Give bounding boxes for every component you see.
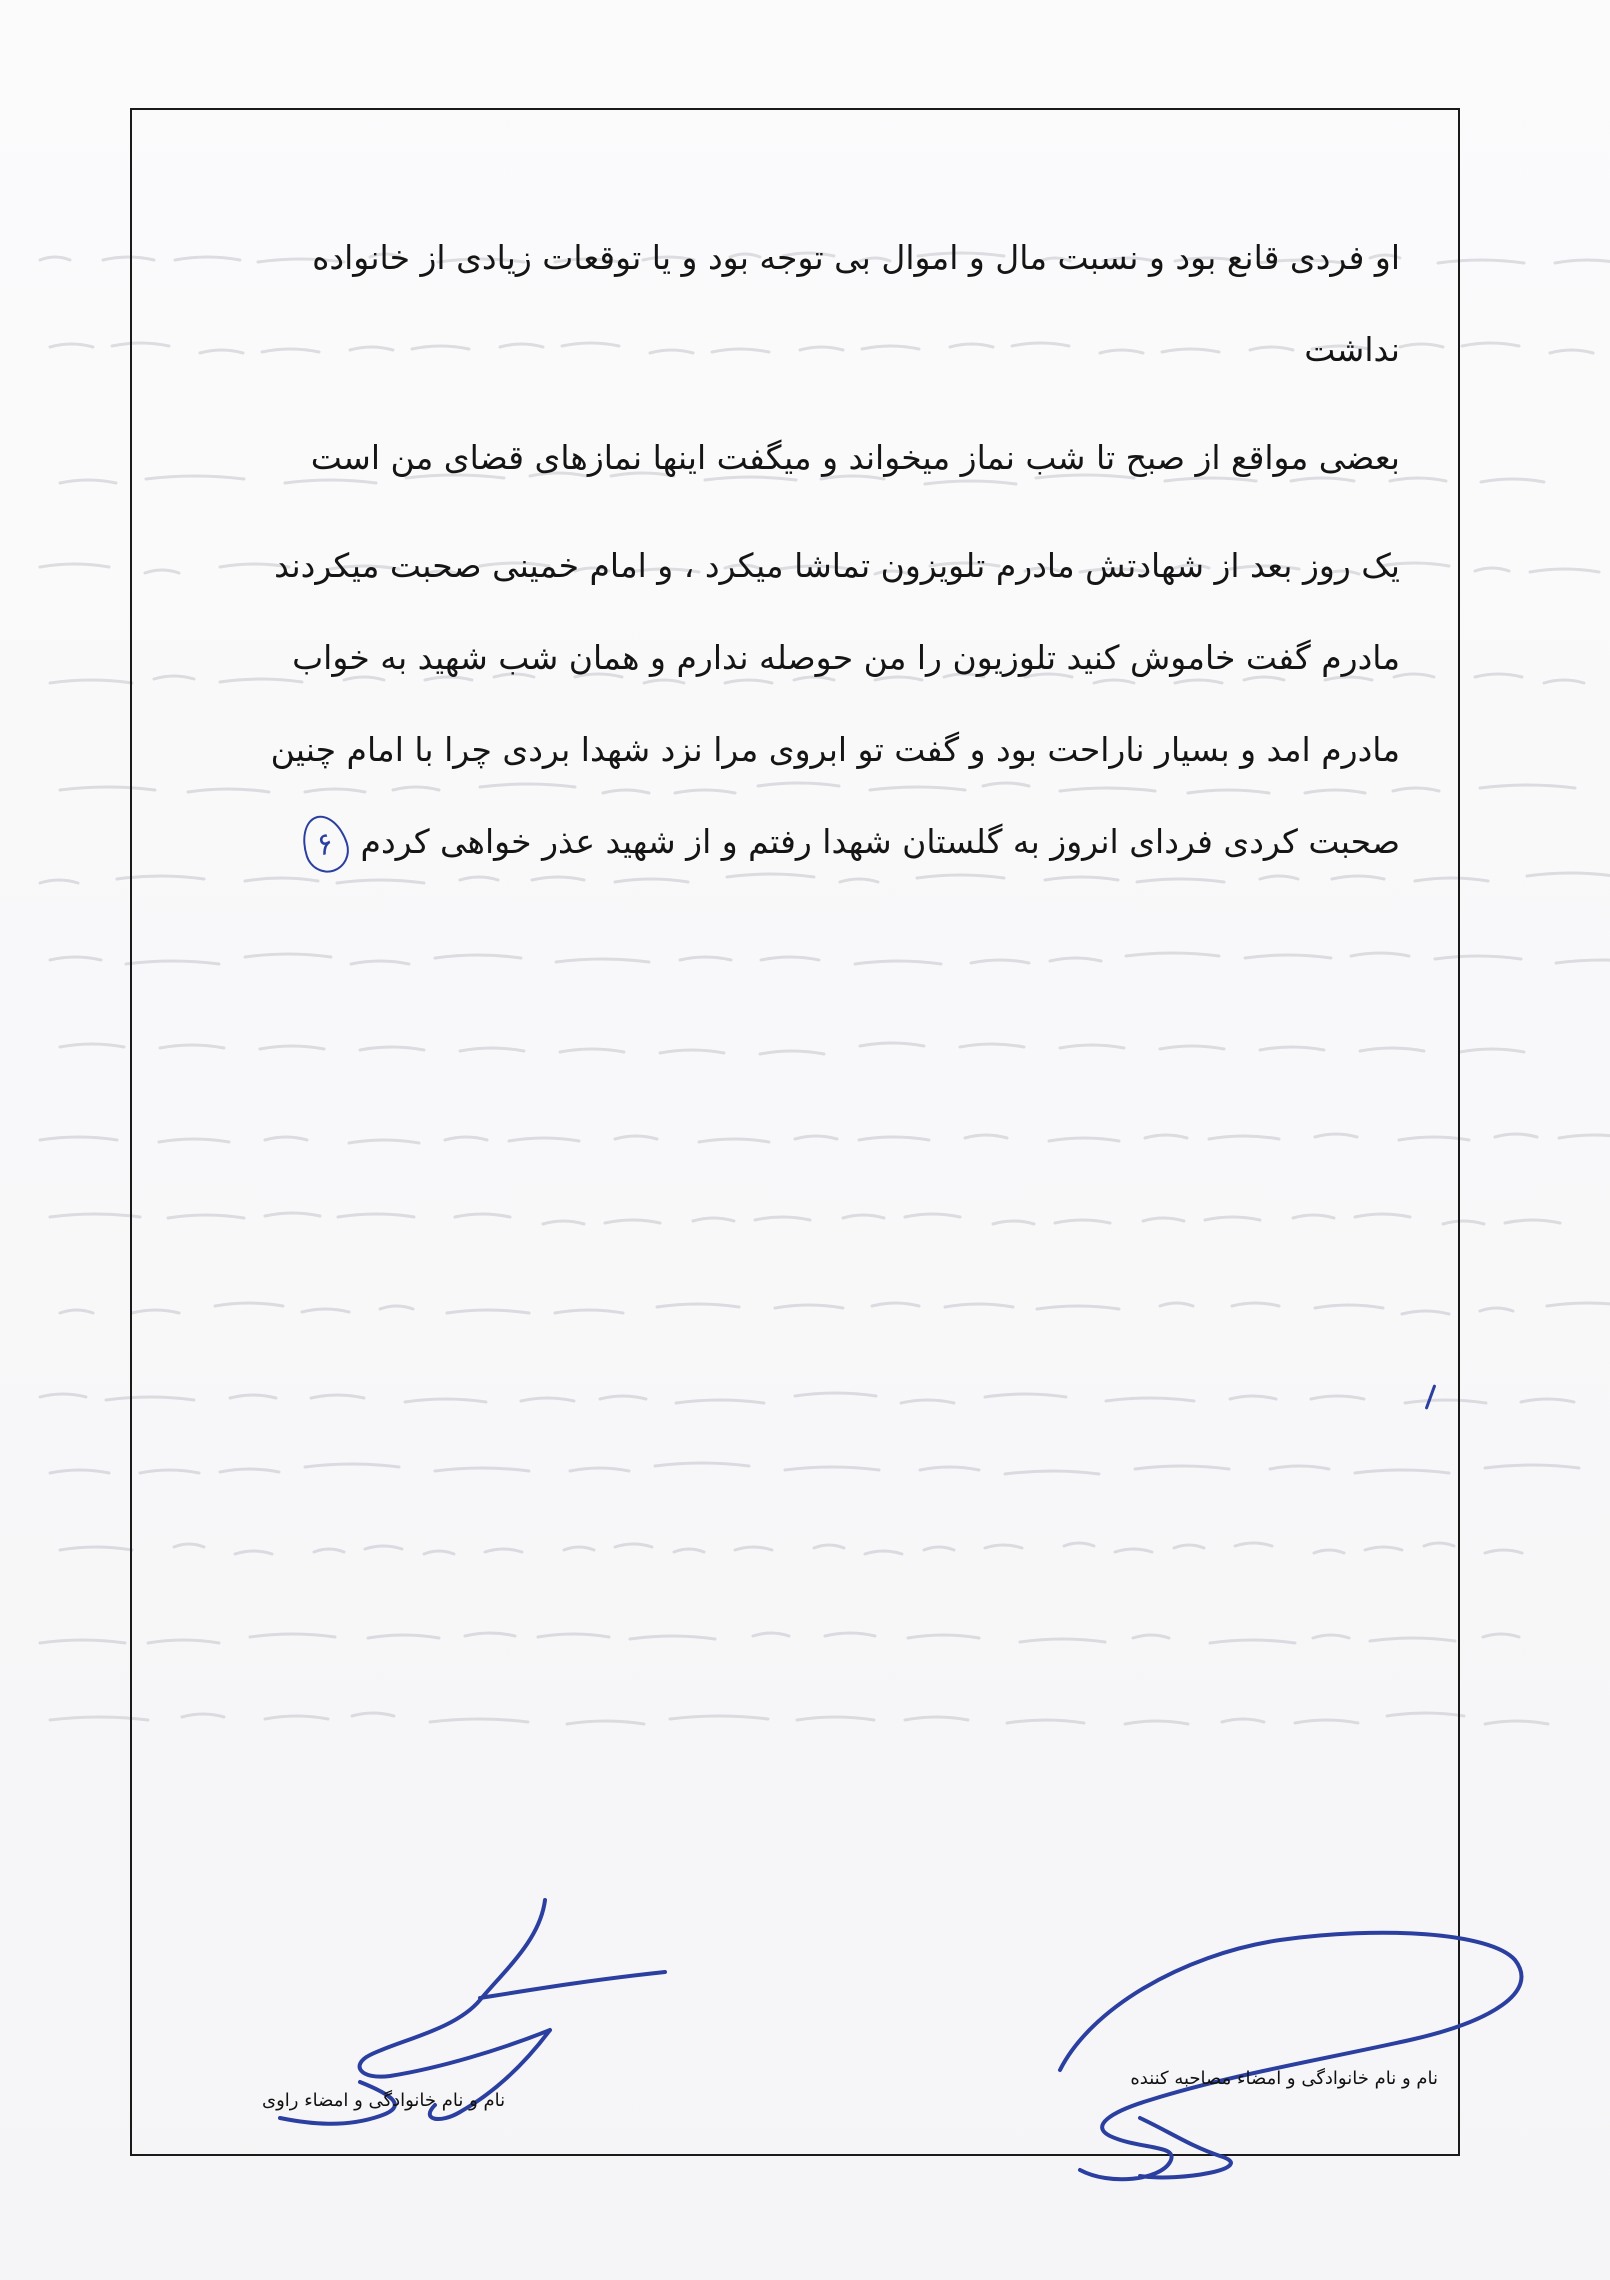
paragraph-3 [220,520,1400,888]
interviewer-signature-caption: نام و نام خانوادگی و امضاء مصاحبه کننده [1130,2068,1438,2089]
paragraph-2: بعضی مواقع از صبح تا شب نماز میخواند و میگفت اینها نمازهای قضای من است [310,438,1400,477]
paragraph-1: او فردی قانع بود و نسبت مال و اموال بی توجه بود و یا توقعات زیادی از خانواده نداشت [312,238,1400,369]
page-number-circled: ۶ [295,809,355,878]
paragraph-3-text: یک روز بعد از شهادتش مادرم تلویزون تماشا میکرد ، و امام خمینی صحبت میکردند مادرم گفت خاموش کنید تلوزیون را من حوصله ندارم و همان شب شهید به خواب مادرم امد و بسیار ناراحت بود و گفت تو ابروی مرا نزد شهدا بردی چرا با امام چنین صحبت کردی فردای انروز به گلستان شهدا رفتم و از شهید عذر خواهی کردم [270,546,1400,861]
narrator-signature-caption: نام و نام خانوادگی و امضاء راوی [262,2090,506,2111]
document-body [220,212,1400,904]
